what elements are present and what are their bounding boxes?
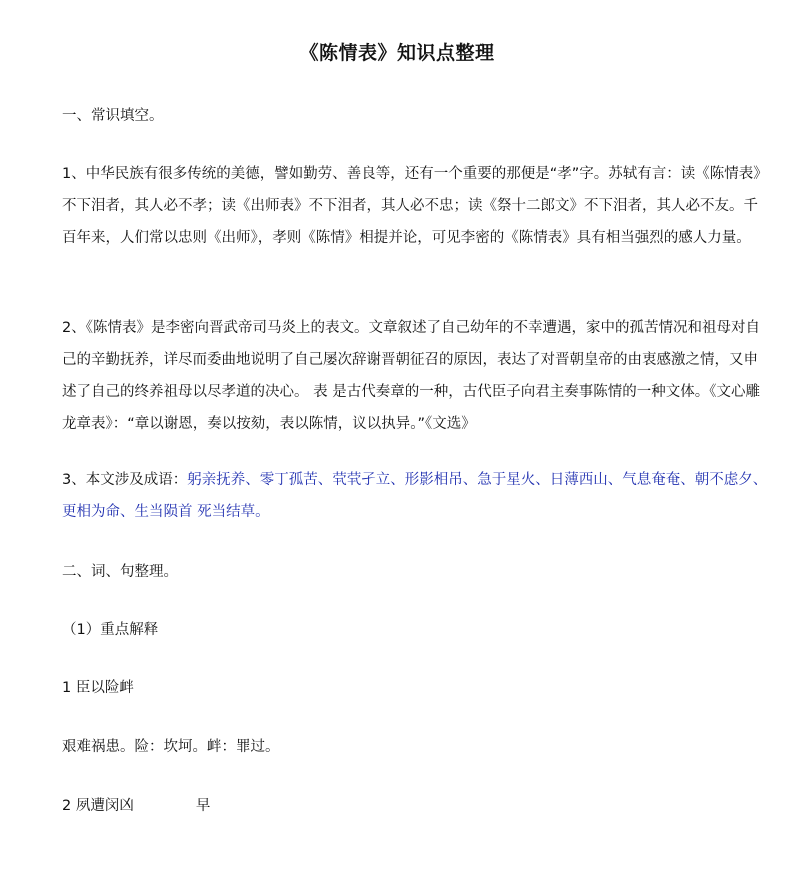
paragraph-3 [62, 464, 772, 528]
subsection-heading: （1）重点解释 [62, 622, 159, 638]
vocab-item-1-explanation: 艰难祸患。险：坎坷。衅：罪过。 [62, 739, 280, 755]
section-heading-2: 二、词、句整理。 [62, 564, 178, 580]
section-heading-1: 一、常识填空。 [62, 108, 164, 124]
vocab-item-1: 1 臣以险衅 [62, 680, 134, 696]
vocab-item-2 [62, 796, 210, 816]
idioms-list: 躬亲抚养、零丁孤苦、茕茕孑立、形影相吊、急于星火、日薄西山、气息奄奄、朝不虑夕、更相为命、生当陨首 死当结草。 [62, 472, 768, 520]
vocab-item-2-note: 早 [195, 798, 211, 814]
paragraph-1: 1、中华民族有很多传统的美德，譬如勤劳、善良等，还有一个重要的那便是“孝”字。苏轼有言：读《陈情表》不下泪者，其人必不孝；读《出师表》不下泪者，其人必不忠；读《祭十二郎文》不下泪者，其人必不友。千百年来，人们常以忠则《出师》，孝则《陈情》相提并论，可见李密的《陈情表》具有相当强烈的感人力量。 [62, 166, 768, 246]
vocab-item-2-term: 2 夙遭闵凶 [62, 798, 134, 814]
idioms-label: 3、本文涉及成语： [62, 472, 188, 488]
page-title: 《陈情表》知识点整理 [299, 42, 495, 64]
paragraph-2: 2、《陈情表》是李密向晋武帝司马炎上的表文。文章叙述了自己幼年的不幸遭遇，家中的孤苦情况和祖母对自己的辛勤抚养，详尽而委曲地说明了自己屡次辞谢晋朝征召的原因，表达了对晋朝皇帝的由衷感激之情，又申述了自己的终养祖母以尽孝道的决心。 表 是古代奏章的一种，古代臣子向君主奏事陈情的一种文体。《文心雕龙章表》：“章以谢恩，奏以按劾，表以陈情，议以执异。”《文选》 [62, 320, 760, 432]
